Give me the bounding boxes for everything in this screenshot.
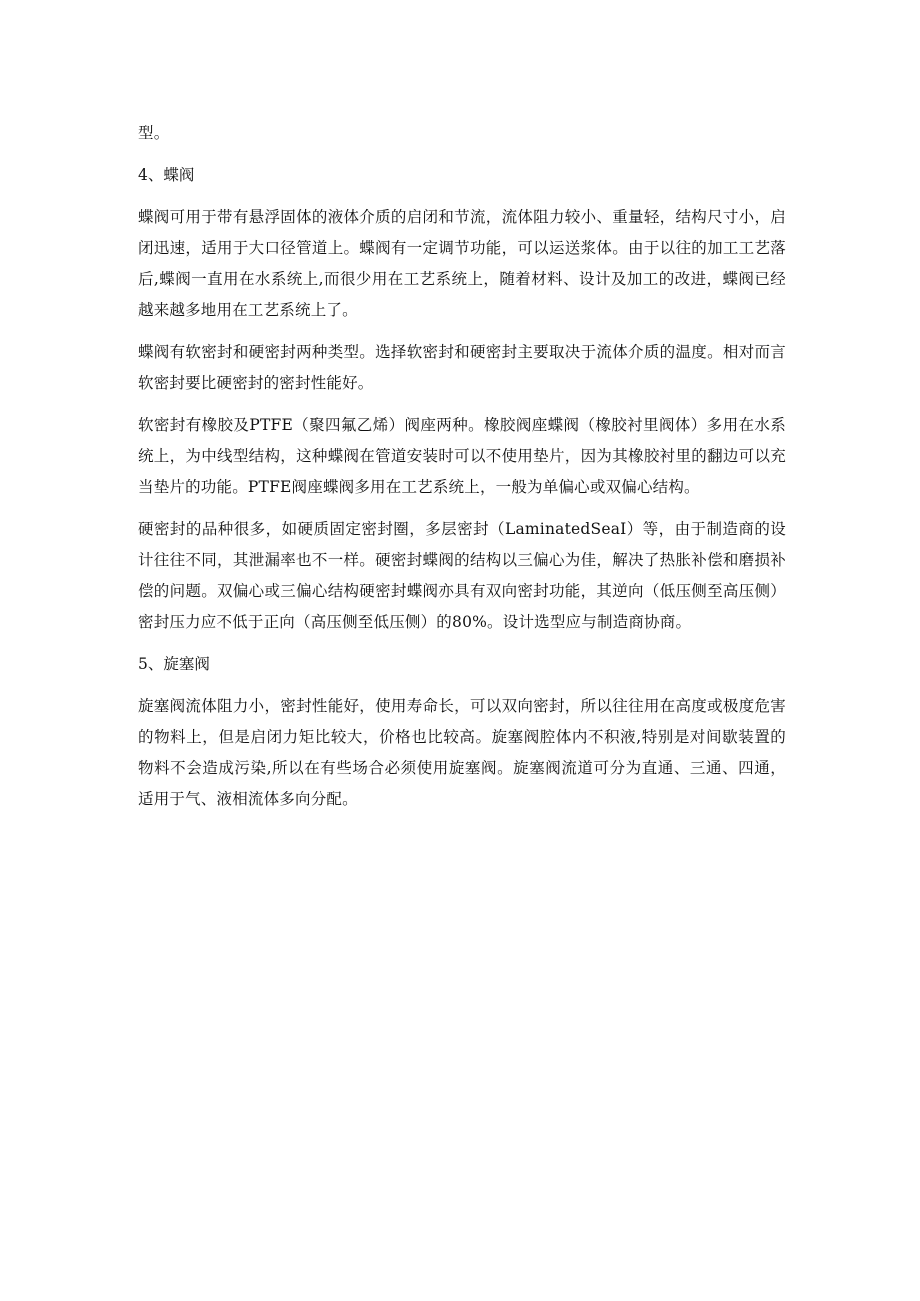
section-4-heading: 4、蝶阀 [138, 166, 195, 184]
section-4-paragraph-3: 软密封有橡胶及PTFE（聚四氟乙烯）阀座两种。橡胶阀座蝶阀（橡胶衬里阀体）多用在水系统上，为中线型结构，这种蝶阀在管道安装时可以不使用垫片，因为其橡胶衬里的翻边可以充当垫片的功能。PTFE阀座蝶阀多用在工艺系统上，一般为单偏心或双偏心结构。 [138, 416, 786, 496]
document-page [138, 118, 786, 815]
section-4-paragraph-2: 蝶阀有软密封和硬密封两种类型。选择软密封和硬密封主要取决于流体介质的温度。相对而言软密封要比硬密封的密封性能好。 [138, 343, 786, 392]
section-4-paragraph-4: 硬密封的品种很多，如硬质固定密封圈，多层密封（LaminatedSeaI）等，由于制造商的设计往往不同，其泄漏率也不一样。硬密封蝶阀的结构以三偏心为佳，解决了热胀补偿和磨损补偿的问题。双偏心或三偏心结构硬密封蝶阀亦具有双向密封功能，其逆向（低压侧至高压侧）密封压力应不低于正向（高压侧至低压侧）的80%。设计选型应与制造商协商。 [138, 520, 786, 631]
section-5-heading: 5、旋塞阀 [138, 655, 210, 673]
continuation-text: 型。 [138, 124, 170, 142]
section-4-paragraph-1: 蝶阀可用于带有悬浮固体的液体介质的启闭和节流，流体阻力较小、重量轻，结构尺寸小，启闭迅速，适用于大口径管道上。蝶阀有一定调节功能，可以运送浆体。由于以往的加工工艺落后,蝶阀一直用在水系统上,而很少用在工艺系统上，随着材料、设计及加工的改进，蝶阀已经越来越多地用在工艺系统上了。 [138, 208, 786, 319]
section-5-paragraph-1: 旋塞阀流体阻力小，密封性能好，使用寿命长，可以双向密封，所以往往用在高度或极度危害的物料上，但是启闭力矩比较大，价格也比较高。旋塞阀腔体内不积液,特别是对间歇装置的物料不会造成污染,所以在有些场合必须使用旋塞阀。旋塞阀流道可分为直通、三通、四通，适用于气、液相流体多向分配。 [138, 697, 786, 808]
